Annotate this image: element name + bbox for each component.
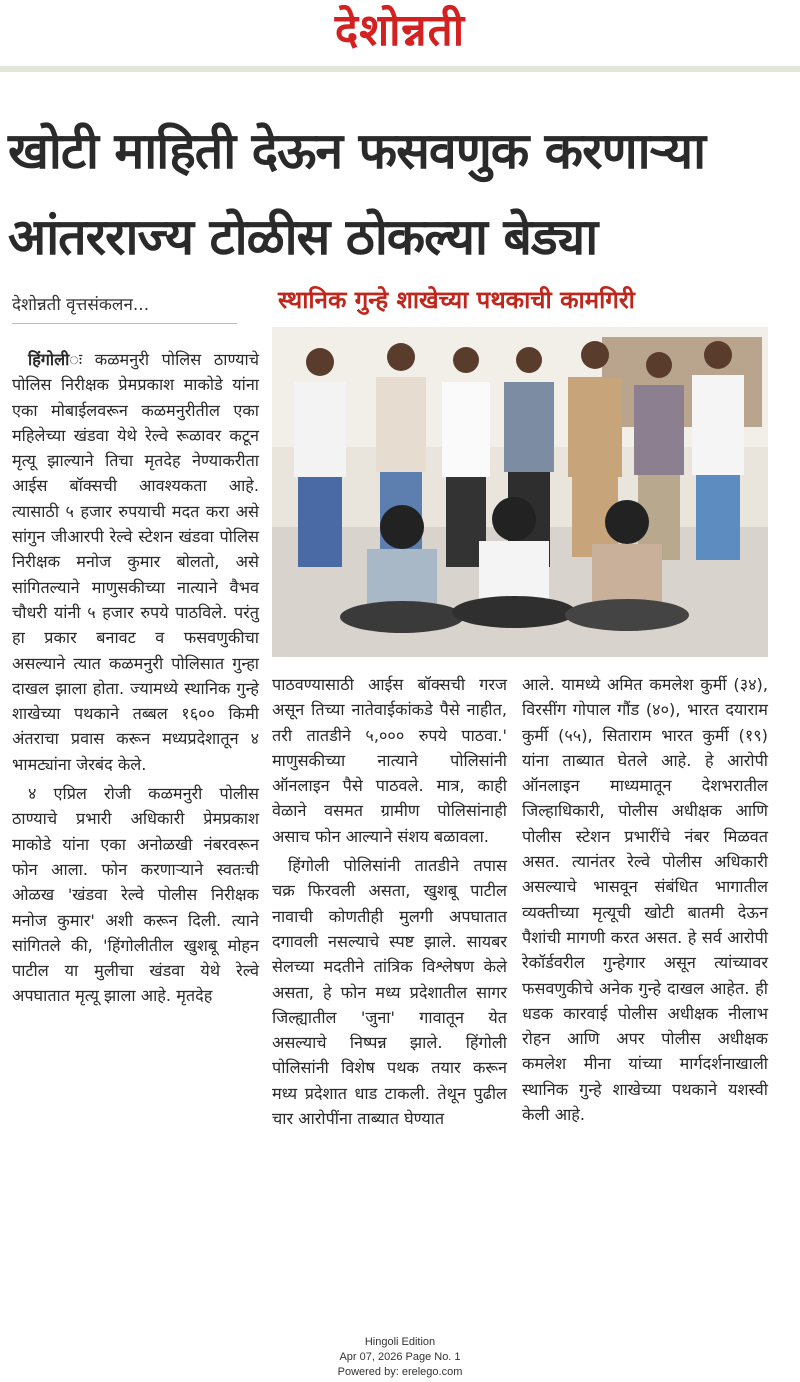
byline: देशोन्नती वृत्तसंकलन... — [12, 292, 237, 324]
group-photo-icon — [272, 327, 768, 657]
headline-line-1: खोटी माहिती देऊन फसवणुक करणाऱ्या — [8, 122, 706, 180]
article-paragraph — [12, 347, 259, 777]
article-column-2 — [272, 672, 507, 1131]
subheadline: स्थानिक गुन्हे शाखेच्या पथकाची कामगिरी — [278, 286, 635, 314]
page-footer — [0, 1335, 800, 1380]
footer-date-page: Apr 07, 2026 Page No. 1 — [339, 1351, 461, 1363]
headline — [8, 108, 788, 280]
newspaper-logo: देशोन्नती — [334, 5, 466, 56]
dateline-place: हिंगोली — [28, 350, 70, 369]
footer-powered-by: Powered by: erelego.com — [337, 1366, 463, 1378]
article-paragraph: पाठवण्यासाठी आईस बॉक्सची गरज असून तिच्या नातेवाईकांकडे पैसे नाहीत, तरी तातडीने ५,००० रुपये पाठवा.' माणुसकीच्या नात्याने पोलिसांनी ऑनलाइन पैसे पाठवले. मात्र, काही वेळाने वसमत ग्रामीण पोलिसांनाही असाच फोन आल्याने संशय बळावला. — [272, 675, 507, 846]
article-paragraph: ४ एप्रिल रोजी कळमनुरी पोलीस ठाण्याचे प्रभारी अधिकारी प्रेमप्रकाश माकोडे यांना एका अनोळखी नंबरवरून फोन आला. फोन करणाऱ्याने स्वतःची ओळख 'खंडवा रेल्वे पोलीस निरीक्षक मनोज कुमार' अशी करून दिली. त्याने सांगितले की, 'हिंगोलीतील खुशबू मोहन पाटील या मुलीचा खंडवा येथे रेल्वे अपघातात मृत्यू झाला आहे. मृतदेह — [12, 784, 259, 1006]
footer-edition: Hingoli Edition — [364, 1336, 436, 1348]
article-text: ः कळमनुरी पोलिस ठाण्याचे पोलिस निरीक्षक प्रेमप्रकाश माकोडे यांना एका मोबाईलवरून कळमनुरीतील एका महिलेच्या खंडवा येथे रेल्वे रूळावर कटून मृत्यू झाल्याने तिचा मृतदेह नेण्याकरीता आईस बॉक्सची आवश्यकता आहे. त्यासाठी ५ हजार रुपयाची मदत करा असे सांगुन जीआरपी रेल्वे स्टेशन खंडवा पोलिस निरीक्षक मनोज कुमार बोलतो, असे सांगितल्याने माणुसकीच्या नात्याने वैभव चौधरी यांनी ५ हजार रुपये पाठविले. परंतु हा प्रकार बनावट व फसवणुकीचा असल्याने त्यात कळमनुरी पोलिसात गुन्हा दाखल झाला होता. ज्यामध्ये स्थानिक गुन्हे शाखेच्या पथकाने तब्बल १६०० किमी अंतराचा प्रवास करून मध्यप्रदेशातून ४ भामट्यांना जेरबंद केले. — [12, 350, 259, 774]
article-paragraph: हिंगोली पोलिसांनी तातडीने तपास चक्र फिरवली असता, खुशबू पाटील नावाची कोणतीही मुलगी अपघातात दगावली नसल्याचे स्पष्ट झाले. सायबर सेलच्या मदतीने तांत्रिक विश्लेषण केले असता, हे फोन मध्य प्रदेशातील सागर जिल्ह्यातील 'जुना' गावातून येत असल्याचे निष्पन्न झाले. हिंगोली पोलिसांनी विशेष पथक तयार करून मध्य प्रदेशात धाड टाकली. तेथून पुढील चार आरोपींना ताब्यात घेण्यात — [272, 856, 507, 1129]
article-paragraph: आले. यामध्ये अमित कमलेश कुर्मी (३४), विरसींग गोपाल गौंड (४०), भारत दयाराम कुर्मी (५५), सिताराम भारत कुर्मी (१९) यांना ताब्यात घेतले आहे. हे आरोपी ऑनलाइन माध्यमातून देशभरातील जिल्हाधिकारी, पोलीस अधीक्षक आणि पोलीस स्टेशन प्रभारींचे नंबर मिळवत असत. त्यानंतर रेल्वे पोलीस अधिकारी असल्याचे भासवून संबंधित भागातील व्यक्तीच्या मृत्यूची खोटी बातमी देऊन पैशांची मागणी करत असत. हे सर्व आरोपी रेकॉर्डवरील गुन्हेगार असून त्यांच्यावर फसवणुकीचे अनेक गुन्हे दाखल आहेत. ही धडक कारवाई पोलीस अधीक्षक नीलाभ रोहन आणि अपर पोलीस अधीक्षक कमलेश मीना यांच्या मार्गदर्शनाखाली स्थानिक गुन्हे शाखेच्या पथकाने यशस्वी केली आहे. — [522, 675, 768, 1125]
article-column-3 — [522, 672, 768, 1127]
photo-illustration — [272, 327, 768, 657]
headline-line-2: आंतरराज्य टोळीस ठोकल्या बेड्या — [8, 208, 598, 266]
masthead — [0, 0, 800, 72]
article-column-1 — [12, 347, 259, 1009]
